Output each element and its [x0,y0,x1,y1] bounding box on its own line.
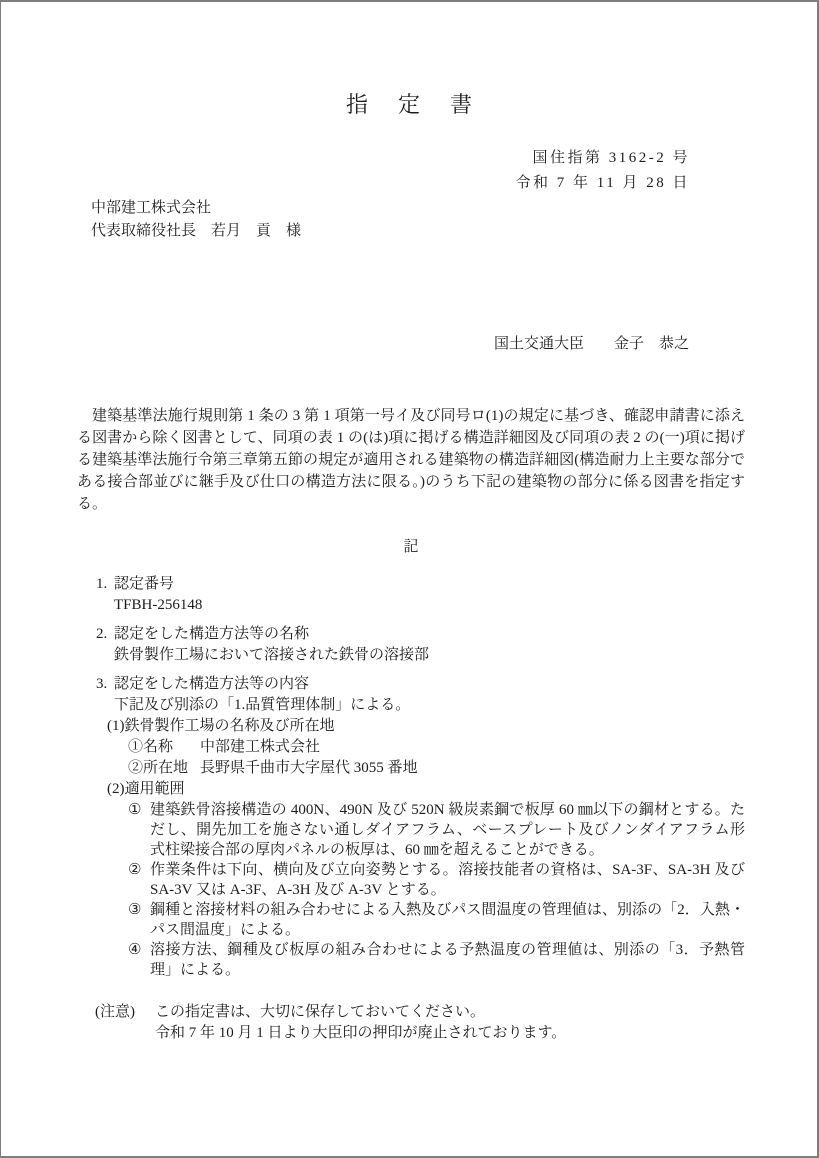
item-certification-number [96,574,745,616]
reference-block [77,146,690,196]
item-heading: 認定番号 [114,576,175,592]
notice-label: (注意) [95,1004,135,1020]
clause-text: 溶接方法、鋼種及び板厚の組み合わせによる予熱温度の管理値は、別添の「3．予熱管理」による。 [150,942,745,978]
subsection-factory-info [107,716,745,779]
subsection-heading: 適用範囲 [124,781,185,797]
item-number: 1. [96,576,108,592]
recipient-block [91,197,745,243]
subsection-heading-line [107,779,745,800]
recipient-person: 代表取締役社長 若月 貢 様 [91,223,302,239]
document-number: 国住指第 3162-2 号 [532,150,690,166]
item-content: 下記及び別添の「1.品質管理体制」による。 [114,697,411,713]
item-heading-line [96,574,745,595]
clause-heat-input [128,900,745,940]
clause-marker: ① [128,802,142,818]
clause-marker: ④ [128,942,142,958]
item-heading: 認定をした構造方法等の名称 [114,626,310,642]
fact-label: ②所在地 [128,760,189,776]
issue-date: 令和 7 年 11 月 28 日 [515,175,690,191]
notice-line-2: 令和 7 年 10 月 1 日より大臣印の押印が廃止されております。 [155,1025,567,1041]
clause-work-conditions [128,860,745,900]
item-heading-line [96,674,745,695]
clause-text: 鋼種と溶接材料の組み合わせによる入熱及びパス間温度の管理値は、別添の「2．入熱・パス間温度」による。 [150,902,745,938]
item-heading-line [96,624,745,645]
item-method-name [96,624,745,666]
item-method-details [96,674,745,980]
item-number: 3. [96,676,108,692]
item-number: 2. [96,626,108,642]
clause-text: 作業条件は下向、横向及び立向姿勢とする。溶接技能者の資格は、SA-3F、SA-3H 及び SA-3V 又は A-3F、A-3H 及び A-3V とする。 [150,862,745,898]
fact-value: 長野県千曲市大字屋代 3055 番地 [200,760,418,776]
fact-value: 中部建工株式会社 [200,739,321,755]
body-paragraph: 建築基準法施行規則第 1 条の 3 第 1 項第一号イ及び同号ロ(1)の規定に基づき、確認申請書に添える図書から除く図書として、同項の表 1 の(は)項に掲げる構造詳細図及び同項の表 2 の(一)項に掲げる建築基準法施行令第三章第五節の規定が適用される建築物の構造詳細図(構造耐力上主要な部分である接合部並びに継手及び仕口の構造方法に限る。)のうち下記の建築物の部分に係る図書を指定する。 [77,408,745,512]
clause-preheat [128,940,745,980]
clause-marker: ② [128,862,142,878]
recipient-company: 中部建工株式会社 [91,200,212,216]
subsection-heading-line [107,716,745,737]
issuer-line: 国土交通大臣 金子 恭之 [494,336,690,352]
subsection-application-scope [107,779,745,980]
clause-steel-grades [128,800,745,860]
clause-marker: ③ [128,902,142,918]
subsection-label: (2) [107,781,125,797]
record-marker: 記 [403,539,419,555]
fact-label: ①名称 [128,739,174,755]
subsection-heading: 鉄骨製作工場の名称及び所在地 [124,718,335,734]
notice-line-1: この指定書は、大切に保存しておいてください。 [155,1004,486,1020]
item-content: TFBH-256148 [114,597,203,613]
fact-row-factory-address [128,758,745,779]
clause-text: 建築鉄骨溶接構造の 400N、490N 及び 520N 級炭素鋼で板厚 60 ㎜以下の鋼材とする。ただし、開先加工を施さない通しダイアフラム、ベースプレート及びノンダイアフラム形式柱梁接合部の厚肉パネルの板厚は、60 ㎜を超えることができる。 [150,802,745,858]
item-content: 鉄骨製作工場において溶接された鉄骨の溶接部 [114,647,430,663]
notice-block [95,1002,745,1044]
items-list [96,574,745,980]
item-heading: 認定をした構造方法等の内容 [114,676,310,692]
document-title: 指 定 書 [345,92,476,117]
fact-row-factory-name [128,737,745,758]
notice-text [155,1002,566,1044]
subsection-label: (1) [107,718,125,734]
